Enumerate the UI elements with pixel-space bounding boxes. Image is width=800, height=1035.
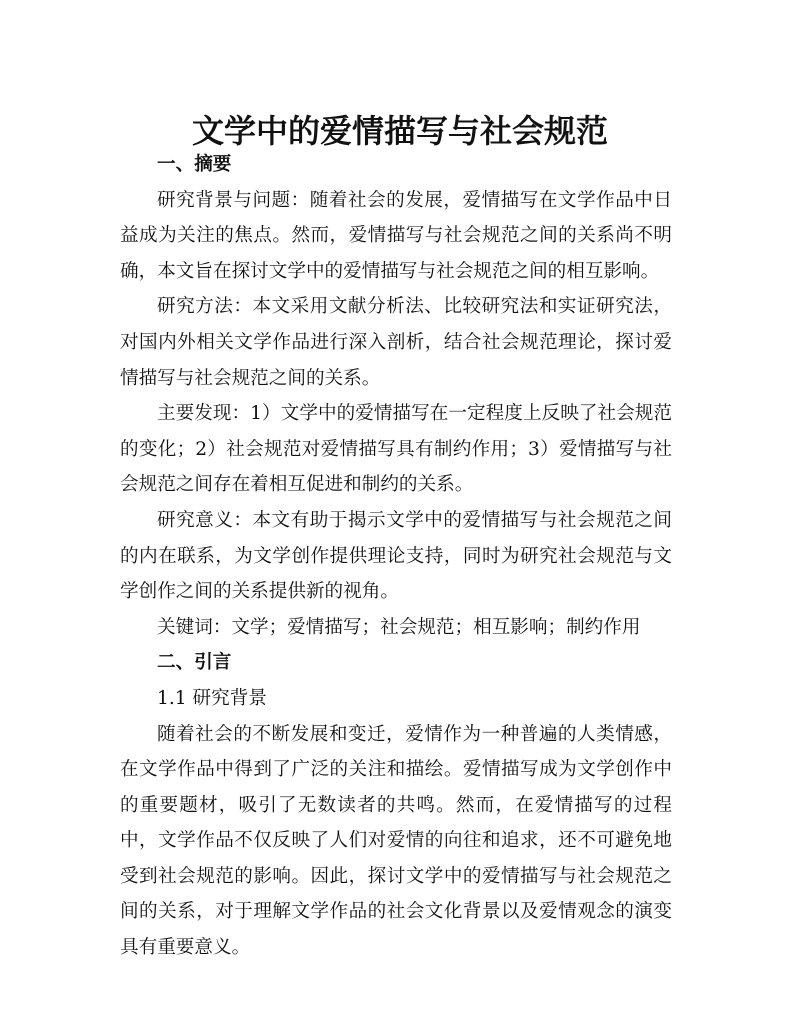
section-heading-abstract: 一、摘要 (157, 154, 232, 175)
document-title: 文学中的爱情描写与社会规范 (191, 112, 608, 151)
abstract-findings-paragraph: 主要发现：1）文学中的爱情描写在一定程度上反映了社会规范的变化；2）社会规范对爱情描写具有制约作用；3）爱情描写与社会规范之间存在着相互促进和制约的关系。 (120, 403, 672, 496)
abstract-significance-paragraph: 研究意义：本文有助于揭示文学中的爱情描写与社会规范之间的内在联系，为文学创作提供理论支持，同时为研究社会规范与文学创作之间的关系提供新的视角。 (120, 509, 672, 603)
abstract-method-paragraph: 研究方法：本文采用文献分析法、比较研究法和实证研究法，对国内外相关文学作品进行深入剖析，结合社会规范理论，探讨爱情描写与社会规范之间的关系。 (120, 296, 672, 389)
abstract-background-paragraph: 研究背景与问题：随着社会的发展，爱情描写在文学作品中日益成为关注的焦点。然而，爱情描写与社会规范之间的关系尚不明确，本文旨在探讨文学中的爱情描写与社会规范之间的相互影响。 (120, 189, 672, 282)
keywords-line: 关键词：文学；爱情描写；社会规范；相互影响；制约作用 (157, 616, 641, 638)
subsection-heading-research-background: 1.1 研究背景 (157, 687, 267, 709)
document-body (120, 147, 672, 966)
section-heading-introduction: 二、引言 (157, 652, 232, 674)
introduction-paragraph: 随着社会的不断发展和变迁，爱情作为一种普遍的人类情感，在文学作品中得到了广泛的关注和描绘。爱情描写成为文学创作中的重要题材，吸引了无数读者的共鸣。然而，在爱情描写的过程中，文学作品不仅反映了人们对爱情的向往和追求，还不可避免地受到社会规范的影响。因此，探讨文学中的爱情描写与社会规范之间的关系，对于理解文学作品的社会文化背景以及爱情观念的演变具有重要意义。 (120, 723, 672, 959)
